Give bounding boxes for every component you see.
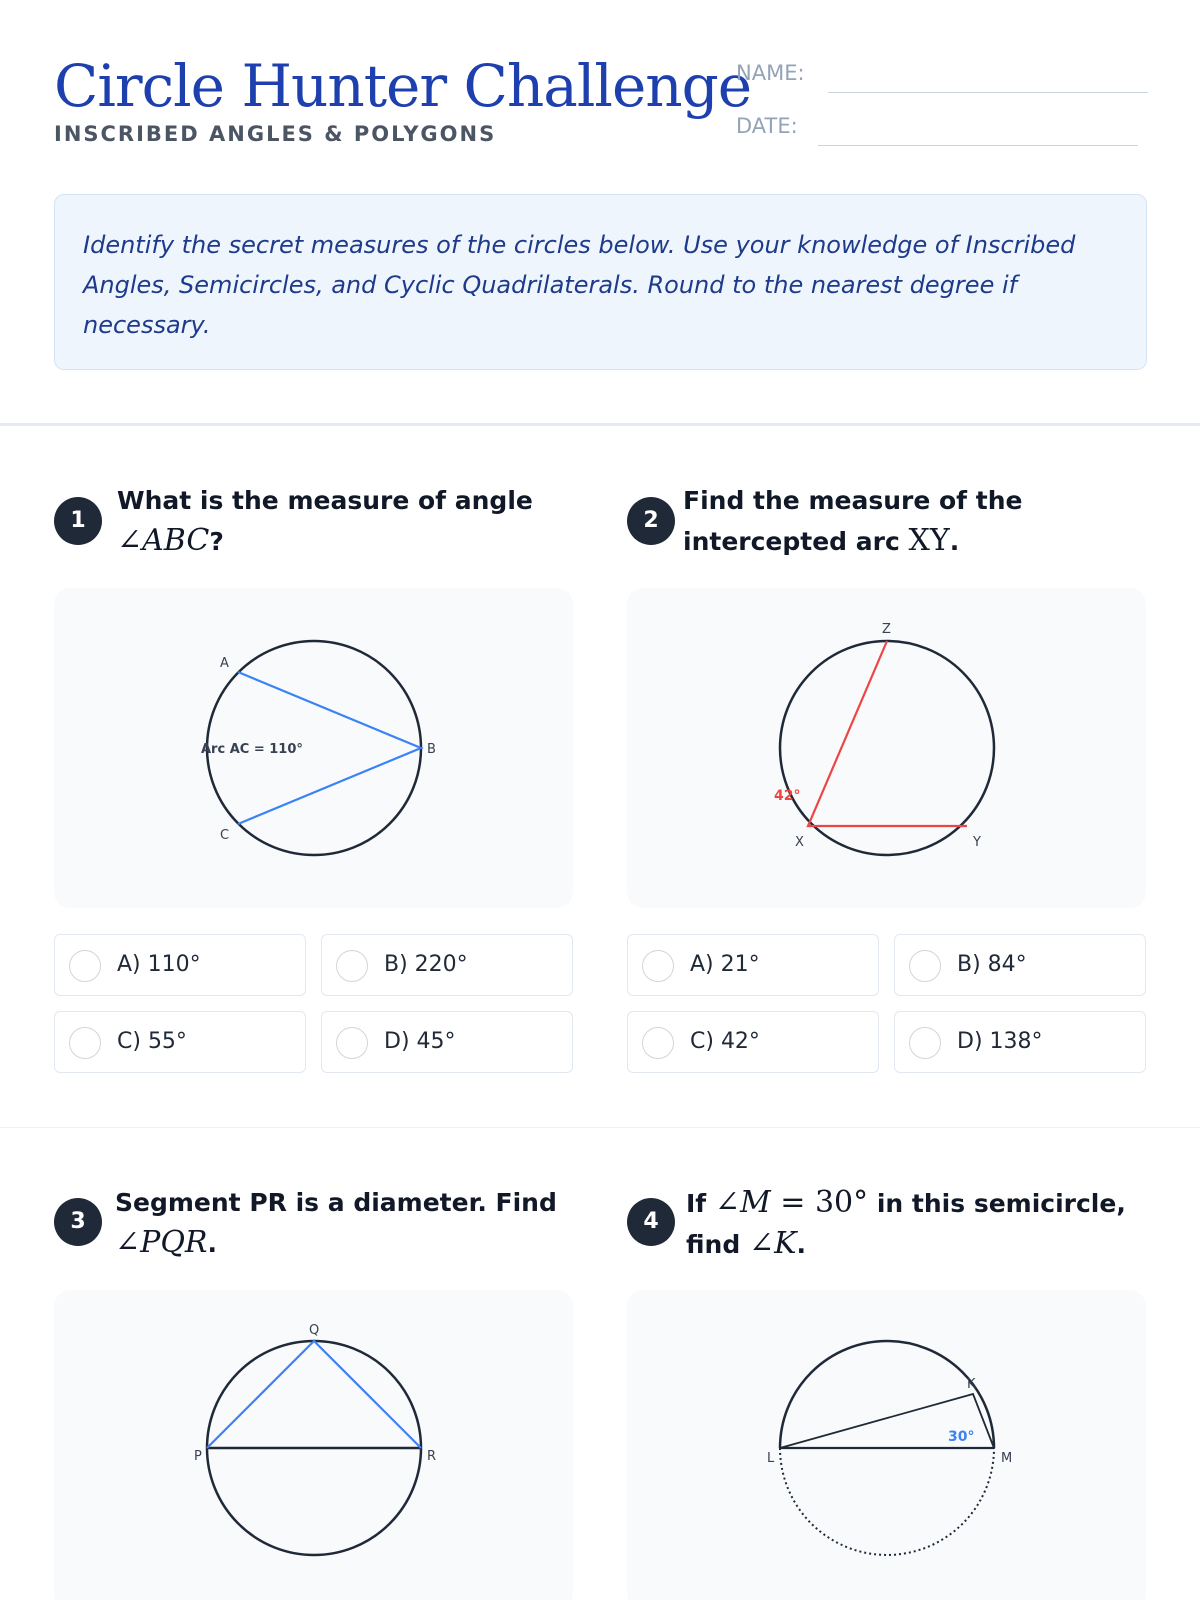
answer-option[interactable]: A) 110°: [54, 934, 306, 996]
radio-button[interactable]: [336, 950, 368, 982]
question-2-text: Find the measure of the intercepted arc XY.: [683, 486, 1023, 558]
angle-k: ∠K: [748, 1226, 797, 1261]
point-label-r: R: [427, 1449, 437, 1464]
instructions-box: [54, 194, 1147, 370]
point-label-q: Q: [309, 1323, 320, 1338]
radio-button[interactable]: [642, 1027, 674, 1059]
point-label-k: K: [967, 1377, 976, 1392]
circle-diagram: [54, 1290, 573, 1600]
point-label-p: P: [194, 1449, 202, 1464]
point-label-b: B: [427, 742, 436, 757]
question-number-badge: 4: [627, 1198, 675, 1246]
radio-button[interactable]: [69, 1027, 101, 1059]
arc-xy: XY: [908, 523, 950, 558]
point-label-y: Y: [973, 835, 981, 850]
radio-button[interactable]: [642, 950, 674, 982]
name-label: NAME:: [736, 61, 805, 85]
name-field[interactable]: [828, 92, 1148, 93]
question-4-figure: [627, 1290, 1146, 1600]
inscribed-angle-sides: [808, 641, 967, 826]
radio-button[interactable]: [69, 950, 101, 982]
answer-option[interactable]: B) 84°: [894, 934, 1146, 996]
point-label-z: Z: [882, 622, 891, 637]
arc-measure-label: Arc AC = 110°: [201, 742, 303, 757]
question-1-figure: [54, 588, 573, 908]
page-subtitle: INSCRIBED ANGLES & POLYGONS: [54, 122, 497, 146]
question-4-text: If ∠M = 30° in this semicircle, find ∠K.: [686, 1185, 1126, 1261]
radio-button[interactable]: [909, 950, 941, 982]
angle-abc: ∠ABC: [117, 523, 210, 558]
circle-diagram: [54, 588, 573, 908]
semicircle-diagram: [627, 1290, 1146, 1600]
answer-option[interactable]: D) 45°: [321, 1011, 573, 1073]
question-1-text: What is the measure of angle ∠ABC?: [117, 486, 533, 558]
dotted-lower-arc: [780, 1448, 994, 1555]
radio-button[interactable]: [909, 1027, 941, 1059]
circle-diagram: [627, 588, 1146, 908]
answer-option[interactable]: D) 138°: [894, 1011, 1146, 1073]
page-title: Circle Hunter Challenge: [54, 52, 752, 120]
angle-m: ∠M: [714, 1185, 771, 1220]
section-divider: [0, 423, 1200, 426]
answer-option[interactable]: B) 220°: [321, 934, 573, 996]
question-2-figure: [627, 588, 1146, 908]
question-3-text: Segment PR is a diameter. Find ∠PQR.: [115, 1188, 557, 1260]
point-label-x: X: [795, 835, 804, 850]
date-field[interactable]: [818, 145, 1138, 146]
question-number-badge: 2: [627, 497, 675, 545]
point-label-c: C: [220, 828, 230, 843]
angle-measure-label: 30°: [948, 1429, 975, 1445]
answer-option[interactable]: C) 42°: [627, 1011, 879, 1073]
angle-measure-label: 42°: [774, 788, 801, 804]
question-number-badge: 3: [54, 1198, 102, 1246]
point-label-m: M: [1001, 1451, 1013, 1466]
radio-button[interactable]: [336, 1027, 368, 1059]
point-label-a: A: [220, 656, 229, 671]
inscribed-triangle-sides: [207, 1341, 421, 1448]
question-3-figure: [54, 1290, 573, 1600]
question-number-badge: 1: [54, 497, 102, 545]
date-label: DATE:: [736, 114, 798, 138]
section-divider: [0, 1127, 1200, 1128]
instructions-text: Identify the secret measures of the circles below. Use your knowledge of Inscribed Angles, Semicircles, and Cyclic Quadrilaterals. Round to the nearest degree if necessary.: [83, 231, 1076, 339]
answer-option[interactable]: A) 21°: [627, 934, 879, 996]
point-label-l: L: [767, 1451, 775, 1466]
circle-outline: [780, 641, 994, 855]
angle-pqr: ∠PQR: [115, 1225, 208, 1260]
answer-option[interactable]: C) 55°: [54, 1011, 306, 1073]
